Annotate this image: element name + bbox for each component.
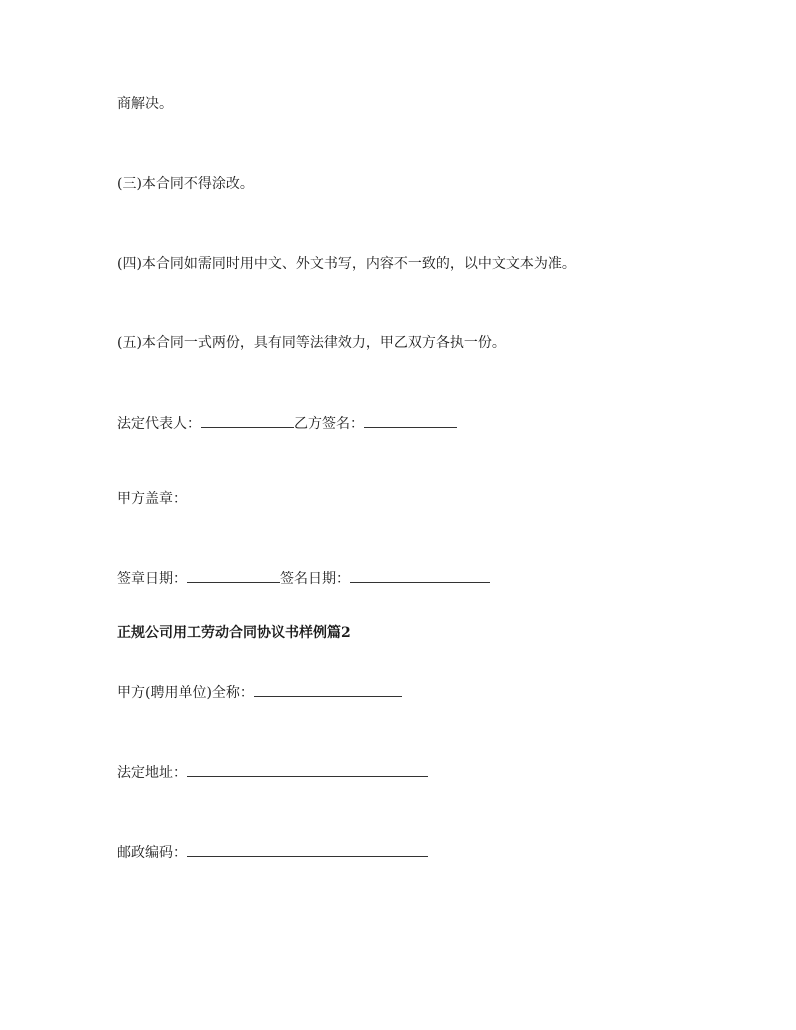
postal-code-label: 邮政编码： xyxy=(117,845,187,861)
sign-date-label: 签名日期： xyxy=(280,571,350,587)
party-b-sign-label: 乙方签名： xyxy=(294,416,364,432)
postal-code-blank xyxy=(187,842,428,857)
clause-5: (五)本合同一式两份，具有同等法律效力，甲乙双方各执一份。 xyxy=(117,335,506,351)
party-a-seal-line xyxy=(117,489,187,509)
party-a-name-blank xyxy=(254,682,402,697)
legal-address-blank xyxy=(187,762,428,777)
signature-line-1 xyxy=(117,413,457,434)
legal-address-label: 法定地址： xyxy=(117,765,187,781)
postal-code-line xyxy=(117,842,428,863)
date-line xyxy=(117,568,490,589)
paragraph-negotiation-end: 商解决。 xyxy=(117,96,173,112)
party-a-seal-label: 甲方盖章： xyxy=(117,491,187,507)
legal-rep-label: 法定代表人： xyxy=(117,416,201,432)
legal-address-line xyxy=(117,762,428,783)
party-a-name-line xyxy=(117,682,402,703)
legal-rep-blank xyxy=(201,413,294,428)
section-heading: 正规公司用工劳动合同协议书样例篇2 xyxy=(117,625,351,641)
party-a-name-label: 甲方(聘用单位)全称： xyxy=(117,685,254,701)
clause-4: (四)本合同如需同时用中文、外文书写，内容不一致的，以中文文本为准。 xyxy=(117,256,576,272)
party-b-sign-blank xyxy=(364,413,457,428)
seal-date-label: 签章日期： xyxy=(117,571,187,587)
sign-date-blank xyxy=(350,568,490,583)
seal-date-blank xyxy=(187,568,280,583)
clause-3: (三)本合同不得涂改。 xyxy=(117,176,254,192)
